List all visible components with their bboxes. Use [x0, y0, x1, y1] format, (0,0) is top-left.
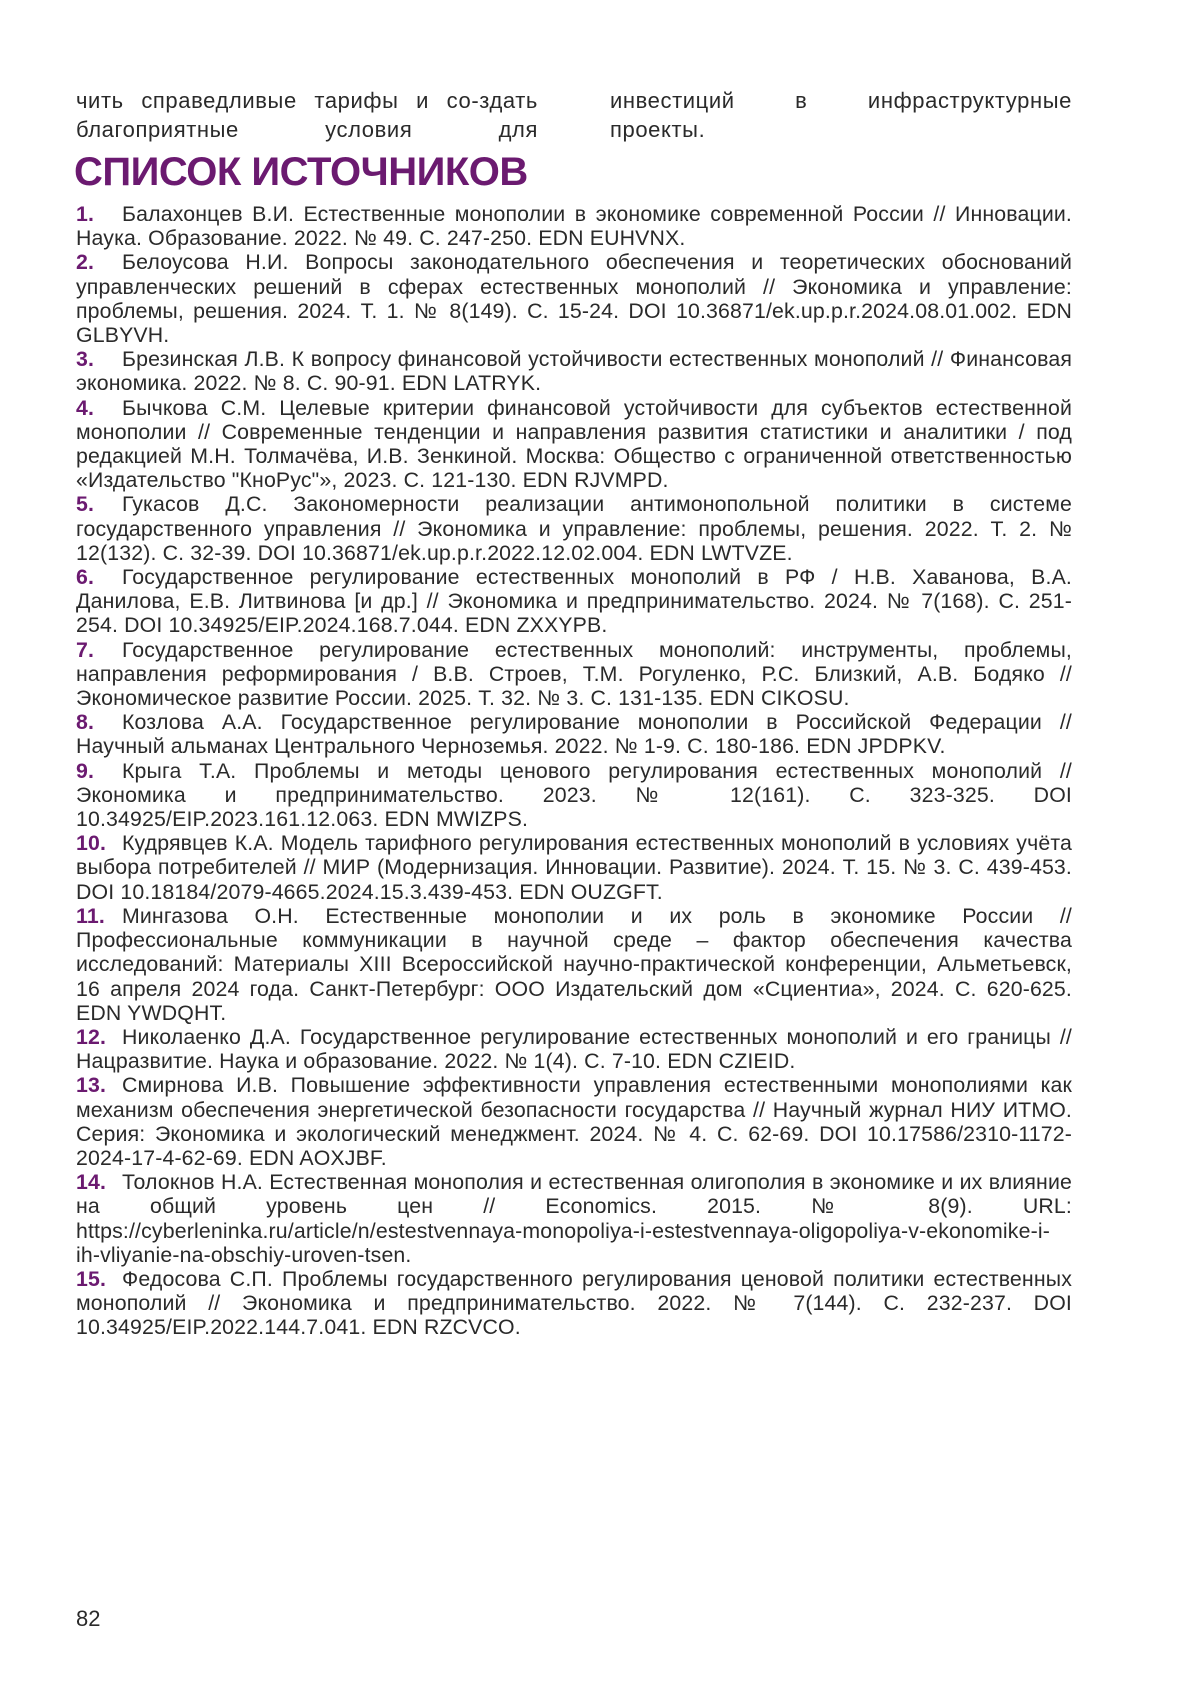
reference-text: Мингазова О.Н. Естественные монополии и их роль в экономике России // Профессиональные коммуникации в научной среде – фактор обеспечения качества исследований: Материалы XIII Всероссийской научно-практической конференции, Альметьевск, 16 апреля 2024 года. Санкт-Петербург: ООО Издательский дом «Сциентиа», 2024. С. 620-625. EDN YWDQHT.	[76, 903, 1072, 1025]
reference-item	[76, 638, 1072, 711]
reference-text: Смирнова И.В. Повышение эффективности управления естественными монополиями как механизм обеспечения энергетической безопасности государства // Научный журнал НИУ ИТМО. Серия: Экономика и экологический менеджмент. 2024. № 4. С. 62-69. DOI 10.17586/2310-1172-2024-17-4-62-69. EDN AOXJBF.	[76, 1073, 1072, 1170]
reference-text: Николаенко Д.А. Государственное регулирование естественных монополий и его границы // Нацразвитие. Наука и образование. 2022. № 1(4). С. 7-10. EDN CZIEID.	[76, 1024, 1072, 1074]
section-heading: СПИСОК ИСТОЧНИКОВ	[74, 150, 528, 194]
reference-text: Крыга Т.А. Проблемы и методы ценового регулирования естественных монополий // Экономика и предпринимательство. 2023. № 12(161). С. 323-325. DOI 10.34925/EIP.2023.161.12.063. EDN MWIZPS.	[76, 758, 1072, 832]
reference-text: Гукасов Д.С. Закономерности реализации антимонопольной политики в системе государственного управления // Экономика и управление: проблемы, решения. 2022. Т. 2. № 12(132). С. 32-39. DOI 10.36871/ek.up.p.r.2022.12.02.004. EDN LWTVZE.	[76, 492, 1072, 565]
reference-item	[76, 1073, 1072, 1170]
reference-text: Брезинская Л.В. К вопросу финансовой устойчивости естественных монополий // Финансовая экономика. 2022. № 8. С. 90-91. EDN LATRYK.	[76, 347, 1072, 396]
reference-item	[76, 710, 1072, 758]
reference-item	[76, 759, 1072, 832]
reference-text: Государственное регулирование естественных монополий в РФ / Н.В. Хаванова, В.А. Данилова, Е.В. Литвинова [и др.] // Экономика и предпринимательство. 2024. № 7(168). С. 251-254. DOI 10.34925/EIP.2024.168.7.044. EDN ZXXYPB.	[76, 565, 1072, 638]
reference-text: Козлова А.А. Государственное регулирование монополии в Российской Федерации // Научный альманах Центрального Черноземья. 2022. № 1-9. С. 180-186. EDN JPDPKV.	[76, 710, 1072, 759]
reference-item	[76, 1170, 1072, 1267]
reference-number: 6.	[76, 565, 95, 590]
reference-item	[76, 396, 1072, 493]
reference-text: Государственное регулирование естественных монополий: инструменты, проблемы, направления реформирования / В.В. Строев, Т.М. Рогуленко, Р.С. Близкий, А.В. Бодяко // Экономическое развитие России. 2025. Т. 32. № 3. С. 131-135. EDN CIKOSU.	[76, 637, 1072, 711]
reference-number: 2.	[76, 250, 95, 275]
reference-item	[76, 492, 1072, 565]
intro-left-column: чить справедливые тарифы и со-здать благоприятные условия для	[76, 88, 538, 142]
reference-number: 13.	[76, 1073, 107, 1098]
reference-item	[76, 250, 1072, 347]
reference-number: 12.	[76, 1024, 107, 1049]
reference-number: 7.	[76, 637, 95, 662]
reference-item	[76, 202, 1072, 250]
reference-list	[76, 202, 1072, 1340]
reference-number: 10.	[76, 831, 107, 856]
reference-text: Балахонцев В.И. Естественные монополии в экономике современной России // Инновации. Наука. Образование. 2022. № 49. С. 247-250. EDN EUHVNX.	[76, 202, 1072, 251]
reference-number: 4.	[76, 395, 95, 420]
reference-text: Федосова С.П. Проблемы государственного регулирования ценовой политики естественных монополий // Экономика и предпринимательство. 2022. № 7(144). С. 232-237. DOI 10.34925/EIP.2022.144.7.041. EDN RZCVCO.	[76, 1266, 1072, 1340]
reference-number: 11.	[76, 903, 105, 928]
reference-item	[76, 904, 1072, 1025]
reference-number: 9.	[76, 758, 95, 783]
intro-right-column: инвестиций в инфраструктурные проекты.	[610, 88, 1072, 142]
reference-item	[76, 1025, 1072, 1073]
reference-item	[76, 347, 1072, 395]
reference-number: 5.	[76, 492, 95, 517]
reference-item	[76, 1267, 1072, 1340]
reference-text: Толокнов Н.А. Естественная монополия и естественная олигополия в экономике и их влияние на общий уровень цен // Economics. 2015. № 8(9). URL: https://cyberleninka.ru/article/n/estestvennaya-monopoliya-i-estestvennaya-oligopoliya-v-ekonomike-i-ih-vliyanie-na-obschiy-uroven-tsen.	[76, 1170, 1072, 1267]
reference-number: 14.	[76, 1170, 107, 1195]
reference-text: Белоусова Н.И. Вопросы законодательного обеспечения и теоретических обоснований управленческих решений в сферах естественных монополий // Экономика и управление: проблемы, решения. 2024. Т. 1. № 8(149). С. 15-24. DOI 10.36871/ek.up.p.r.2024.08.01.002. EDN GLBYVH.	[76, 250, 1072, 348]
reference-number: 15.	[76, 1266, 107, 1291]
reference-number: 3.	[76, 347, 95, 372]
reference-item	[76, 831, 1072, 904]
reference-text: Кудрявцев К.А. Модель тарифного регулирования естественных монополий в условиях учёта выбора потребителей // МИР (Модернизация. Инновации. Развитие). 2024. Т. 15. № 3. С. 439-453. DOI 10.18184/2079-4665.2024.15.3.439-453. EDN OUZGFT.	[76, 831, 1072, 904]
intro-columns	[76, 86, 1072, 144]
reference-text: Бычкова С.М. Целевые критерии финансовой устойчивости для субъектов естественной монополии // Современные тенденции и направления развития статистики и аналитики / под редакцией М.Н. Толмачёва, И.В. Зенкиной. Москва: Общество с ограниченной ответственностью «Издательство "КноРус"», 2023. С. 121-130. EDN RJVMPD.	[76, 395, 1072, 493]
reference-number: 1.	[76, 202, 95, 226]
page-number: 82	[76, 1606, 101, 1631]
reference-item	[76, 565, 1072, 638]
reference-number: 8.	[76, 710, 95, 735]
